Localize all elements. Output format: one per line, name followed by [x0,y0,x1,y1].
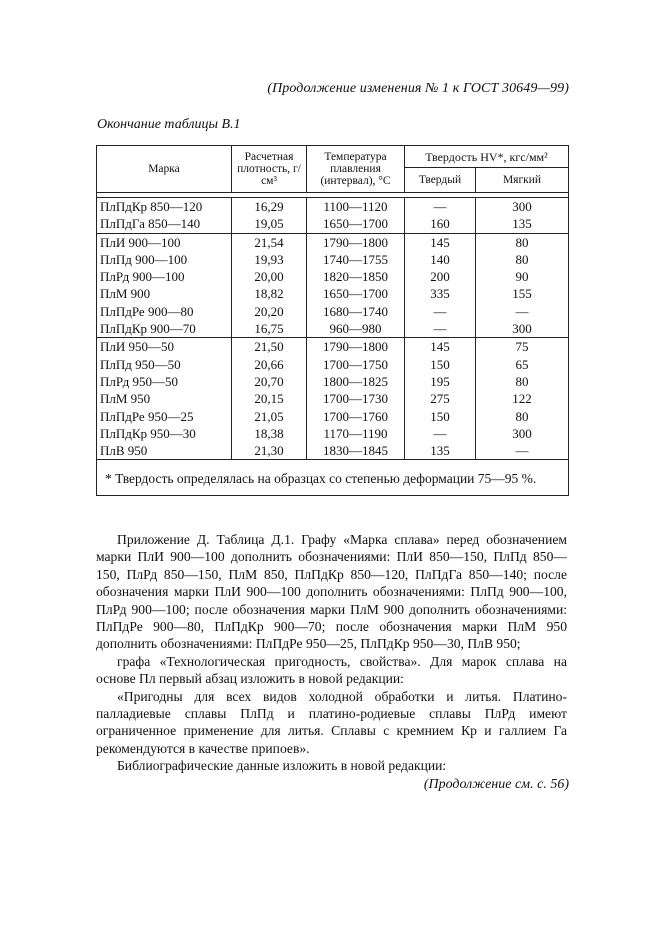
mark-cell: ПлРд 900—100 [100,269,185,285]
soft-cell: — [515,303,529,319]
mark-cell: ПлПдРе 950—25 [100,408,194,424]
soft-cell: 122 [512,391,532,407]
soft-cell: 80 [515,251,529,267]
hard-cell: 335 [430,286,450,302]
hard-cell: — [433,303,447,319]
soft-cell: 65 [515,356,529,372]
temperature-cell: 1830—1845 [323,443,388,459]
temperature-cell: 1170—1190 [323,425,388,441]
mark-cell: ПлПд 950—50 [100,356,181,372]
soft-cell: 135 [512,216,532,232]
mark-cell: ПлИ 950—50 [100,339,175,355]
paragraph: графа «Технологическая пригодность, свойства». Для марок сплава на основе Пл первый абзац изложить в новой редакции: [96,653,567,687]
density-cell: 19,93 [254,251,284,267]
temperature-cell: 1790—1800 [323,339,388,355]
header-mark: Марка [97,146,232,193]
mark-cell: ПлПдРе 900—80 [100,303,194,319]
density-cell: 20,70 [254,373,284,389]
hard-cell: 200 [430,269,450,285]
density-cell: 19,05 [254,216,284,232]
soft-cell: 300 [512,321,532,337]
density-cell: 20,66 [254,356,284,372]
temperature-cell: 1820—1850 [323,269,388,285]
density-cell: 21,54 [254,234,284,250]
density-cell: 21,30 [254,443,284,459]
soft-cell: 80 [515,408,529,424]
mark-cell: ПлРд 950—50 [100,373,178,389]
soft-cell: 80 [515,373,529,389]
mark-cell: ПлИ 900—100 [100,234,181,250]
mark-cell: ПлМ 900 [100,286,151,302]
mark-cell: ПлПдКр 900—70 [100,321,196,337]
mark-cell: ПлПдКр 850—120 [100,199,203,214]
mark-cell: ПлПд 900—100 [100,251,188,267]
mark-cell: ПлМ 950 [100,391,151,407]
continued-note: (Продолжение см. с. 56) [423,777,569,792]
mark-cell: ПлПдГа 850—140 [100,216,201,232]
table-row-group [97,338,569,460]
temperature-cell: 1790—1800 [323,234,388,250]
soft-cell: 75 [515,339,529,355]
density-cell: 16,75 [254,321,284,337]
density-cell: 18,82 [254,286,284,302]
hard-cell: 195 [430,373,450,389]
temperature-cell: 1680—1740 [323,303,388,319]
hard-cell: 135 [430,443,450,459]
soft-cell: 300 [512,425,532,441]
temperature-cell: 1700—1760 [323,408,388,424]
mark-cell: ПлВ 950 [100,443,148,459]
soft-cell: 80 [515,234,529,250]
hard-cell: 150 [430,408,450,424]
alloy-table [96,145,569,496]
density-cell: 21,05 [254,408,284,424]
hard-cell: — [433,321,447,337]
hard-cell: 145 [430,339,450,355]
temperature-cell: 960—980 [329,321,382,337]
header-temperature: Температура плавления (интервал), °С [307,146,405,193]
temperature-cell: 1700—1730 [323,391,388,407]
hard-cell: 275 [430,391,450,407]
hard-cell: 160 [430,216,450,232]
table-row-group [97,198,569,234]
header-soft: Мягкий [476,168,569,193]
header-hard: Твердый [405,168,476,193]
temperature-cell: 1650—1700 [323,286,388,302]
density-cell: 20,15 [254,391,284,407]
paragraph: «Пригодны для всех видов холодной обработки и литья. Платино-палладиевые сплавы ПлПд и платино-родиевые сплавы ПлРд имеют ограниченное применение для литья. Сплавы с кремнием Кр и галлием Га рекомендуются в качестве припоев». [96,688,567,756]
density-cell: 16,29 [254,199,284,214]
hard-cell: — [433,199,447,214]
density-cell: 20,20 [254,303,284,319]
table-caption: Окончание таблицы В.1 [97,117,241,132]
density-cell: 20,00 [254,269,284,285]
soft-cell: 90 [515,269,529,285]
hard-cell: 140 [430,251,450,267]
continuation-header: (Продолжение изменения № 1 к ГОСТ 30649—99) [267,81,569,96]
table-footnote: * Твердость определялась на образцах со степенью деформации 75—95 %. [97,460,569,496]
temperature-cell: 1700—1750 [323,356,388,372]
density-cell: 21,50 [254,339,284,355]
soft-cell: 300 [512,199,532,214]
header-hardness: Твердость HV*, кгс/мм² [405,146,569,168]
soft-cell: — [515,443,529,459]
temperature-cell: 1650—1700 [323,216,388,232]
hard-cell: 150 [430,356,450,372]
paragraph: Приложение Д. Таблица Д.1. Графу «Марка сплава» перед обозначением марки ПлИ 900—100 дополнить обозначениями: ПлИ 850—150, ПлПд 850—150, ПлРд 850—150, ПлМ 850, ПлПдКр 850—120, ПлПдГа 850—140; после обозначения марки ПлИ 900—100 дополнить обозначениями: ПлПд 900—100, ПлРд 900—100; после обозначения марки ПлМ 900 дополнить обозначениями: ПлПдРе 900—80, ПлПдКр 900—70; после обозначения марки ПлМ 950 дополнить обозначениями: ПлПдРе 950—25, ПлПдКр 950—30, ПлВ 950; [96,532,567,652]
density-cell: 18,38 [254,425,284,441]
body-text [96,531,567,775]
temperature-cell: 1740—1755 [323,251,388,267]
hard-cell: — [433,425,447,441]
temperature-cell: 1800—1825 [323,373,388,389]
header-density: Расчетная плотность, г/см³ [232,146,307,193]
soft-cell: 155 [512,286,532,302]
paragraph: Библиографические данные изложить в новой редакции: [117,758,447,774]
hard-cell: 145 [430,234,450,250]
table-row-group [97,233,569,338]
mark-cell: ПлПдКр 950—30 [100,425,196,441]
temperature-cell: 1100—1120 [323,199,388,214]
